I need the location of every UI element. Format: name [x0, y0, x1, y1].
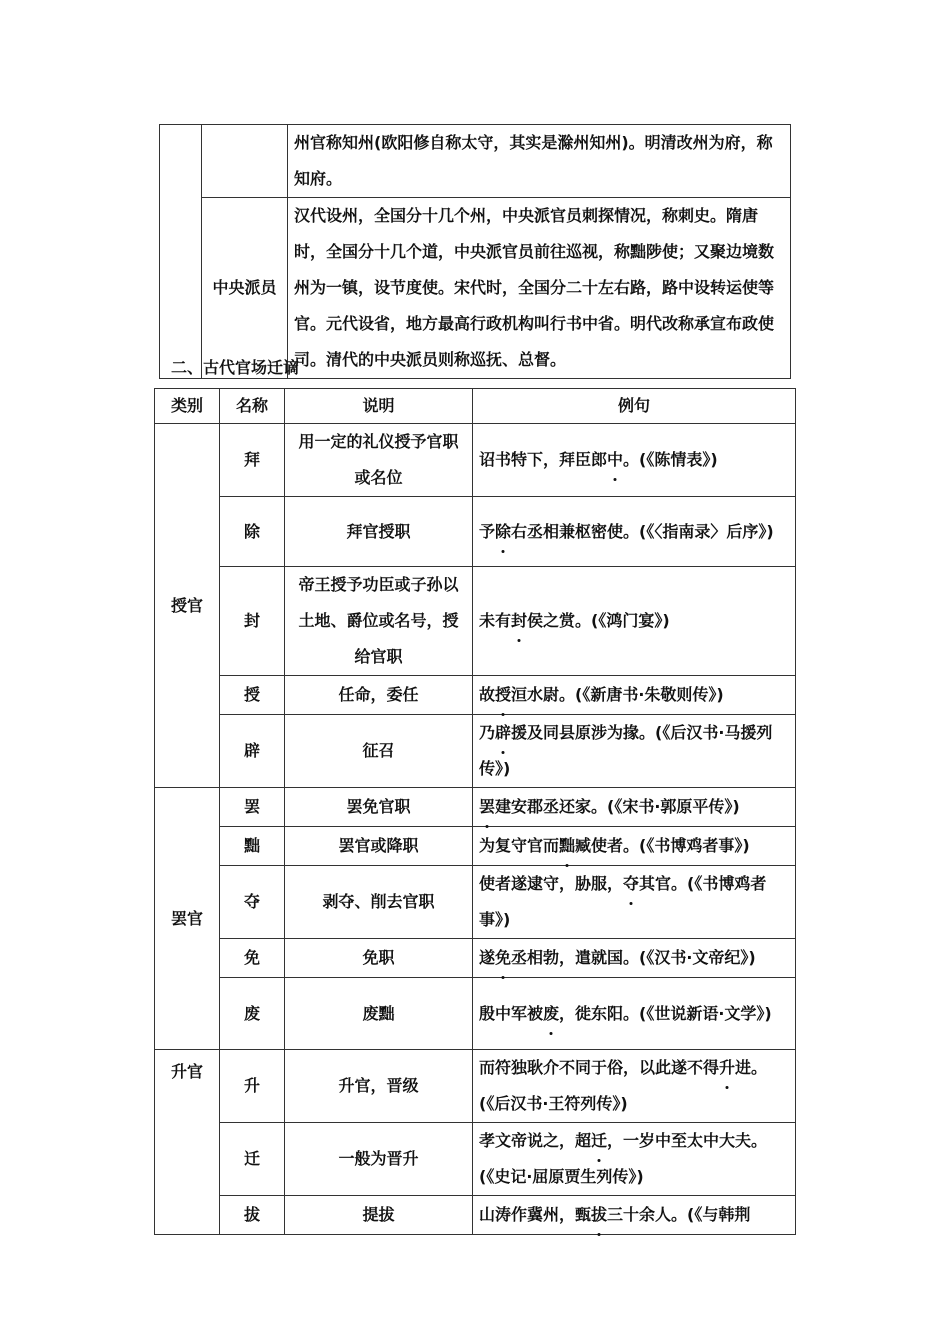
term-name: 迁 — [220, 1123, 285, 1196]
example-sentence — [473, 939, 796, 978]
example-text: 臧使者。(《书博鸡者事》) — [575, 836, 750, 855]
term-name: 辟 — [220, 715, 285, 788]
emphasis-character: 中 — [607, 442, 623, 478]
table-row — [160, 125, 791, 198]
column-header: 类别 — [155, 389, 220, 424]
term-description: 废黜 — [285, 978, 473, 1050]
emphasis-character: 免 — [495, 940, 511, 976]
column-header: 名称 — [220, 389, 285, 424]
example-text: 予 — [479, 521, 496, 541]
term-description: 拜官授职 — [285, 497, 473, 567]
example-text: 遂 — [479, 948, 496, 967]
emphasis-character: 拔 — [591, 1197, 607, 1233]
example-text: 使者遂逮守，胁服， — [479, 874, 624, 893]
table-row — [160, 198, 791, 379]
term-name: 授 — [220, 676, 285, 715]
example-sentence — [473, 788, 796, 827]
cell-text: 州官称知州(欧阳修自称太守，其实是滁州知州)。明清改州为府，称知府。 — [288, 125, 791, 198]
example-sentence — [473, 424, 796, 497]
term-description: 升官，晋级 — [285, 1050, 473, 1123]
term-description: 征召 — [285, 715, 473, 788]
top-table — [159, 124, 791, 379]
term-name: 黜 — [220, 827, 285, 866]
example-text: 殷中军被 — [479, 1003, 544, 1023]
example-text: 进。(《后汉书·王符列传》) — [479, 1058, 768, 1113]
example-text: 侯之赏。(《鸿门宴》) — [527, 611, 670, 630]
example-sentence — [473, 715, 796, 788]
category-cell: 授官 — [155, 424, 220, 788]
term-name: 免 — [220, 939, 285, 978]
term-description: 任命，委任 — [285, 676, 473, 715]
term-name: 拔 — [220, 1196, 285, 1235]
example-text: 右丞相兼枢密使。(《〈指南录〉后序》) — [511, 521, 774, 541]
table-row — [155, 715, 796, 788]
category-cell: 罢官 — [155, 788, 220, 1050]
table-row — [155, 866, 796, 939]
term-description: 一般为晋升 — [285, 1123, 473, 1196]
emphasis-character: 除 — [495, 514, 511, 550]
section-heading: 二、古代官场迁谪 — [171, 358, 300, 377]
cell-text: 汉代设州，全国分十几个州，中央派官员刺探情况，称刺史。隋唐时，全国分十几个道，中央派官员前往巡视，称黜陟使；又聚边境数州为一镇，设节度使。宋代时，全国分二十左右路，路中设转运使等官。元代设省，地方最高行政机构叫行书中省。明代改称承宣布政使司。清代的中央派员则称巡抚、总督。 — [288, 198, 791, 379]
emphasis-character: 废 — [543, 996, 559, 1032]
example-sentence — [473, 978, 796, 1050]
term-name: 升 — [220, 1050, 285, 1123]
term-name: 除 — [220, 497, 285, 567]
table-cell — [160, 125, 202, 379]
example-text: 山涛作冀州，甄 — [479, 1205, 592, 1224]
table-row — [155, 1050, 796, 1123]
example-text: 三十余人。(《与韩荆 — [607, 1205, 751, 1224]
emphasis-character: 黜 — [559, 828, 575, 864]
term-name: 拜 — [220, 424, 285, 497]
example-text: 。(《陈情表》) — [623, 450, 718, 469]
example-sentence — [473, 827, 796, 866]
term-name: 罢 — [220, 788, 285, 827]
example-sentence — [473, 1123, 796, 1196]
emphasis-character: 罢 — [479, 789, 495, 825]
term-description: 用一定的礼仪授予官职或名位 — [285, 424, 473, 497]
table-row — [155, 939, 796, 978]
emphasis-character: 升 — [719, 1050, 735, 1086]
term-description: 帝王授予功臣或子孙以土地、爵位或名号，授给官职 — [285, 567, 473, 676]
table-row — [155, 978, 796, 1050]
example-text: 未有 — [479, 611, 512, 630]
term-name: 封 — [220, 567, 285, 676]
example-text: 乃 — [479, 723, 496, 742]
example-sentence — [473, 1050, 796, 1123]
term-name: 废 — [220, 978, 285, 1050]
example-text: 援及同县原涉为掾。(《后汉书·马援列传》) — [479, 723, 773, 778]
example-sentence — [473, 676, 796, 715]
example-text: ，一岁中至太中大夫。(《史记·屈原贾生列传》) — [479, 1131, 768, 1186]
table-row — [155, 497, 796, 567]
example-sentence — [473, 1196, 796, 1235]
example-text: 其官。(《书博鸡者事》) — [479, 874, 767, 929]
example-text: 诏书特下，拜臣郎 — [479, 450, 608, 469]
table-row — [155, 827, 796, 866]
example-sentence — [473, 497, 796, 567]
column-header: 例句 — [473, 389, 796, 424]
example-text: 而符独耿介不同于俗，以此遂不得 — [479, 1058, 720, 1077]
table-row — [155, 1123, 796, 1196]
term-description: 免职 — [285, 939, 473, 978]
emphasis-character: 辟 — [495, 715, 511, 751]
row-label: 中央派员 — [202, 198, 288, 379]
main-table — [154, 388, 796, 1235]
emphasis-character: 迁 — [591, 1123, 607, 1159]
example-text: 故 — [479, 685, 496, 704]
table-row — [155, 424, 796, 497]
example-text: 建安郡丞还家。(《宋书·郭原平传》) — [495, 797, 740, 816]
category-cell: 升官 — [155, 1050, 220, 1235]
example-sentence — [473, 567, 796, 676]
term-name: 夺 — [220, 866, 285, 939]
emphasis-character: 夺 — [623, 866, 639, 902]
header-row — [155, 389, 796, 424]
example-text: 洹水尉。(《新唐书·朱敬则传》) — [511, 685, 724, 704]
emphasis-character: 封 — [511, 603, 527, 639]
table-row — [155, 567, 796, 676]
example-text: 丞相勃，遣就国。(《汉书·文帝纪》) — [511, 948, 756, 967]
table-row — [155, 1196, 796, 1235]
column-header: 说明 — [285, 389, 473, 424]
table-row — [155, 676, 796, 715]
term-description: 罢官或降职 — [285, 827, 473, 866]
example-text: ，徙东阳。(《世说新语·文学》) — [559, 1003, 772, 1023]
example-text: 为复守官而 — [479, 836, 560, 855]
example-sentence — [473, 866, 796, 939]
term-description: 罢免官职 — [285, 788, 473, 827]
term-description: 剥夺、削去官职 — [285, 866, 473, 939]
emphasis-character: 授 — [495, 677, 511, 713]
table-row — [155, 788, 796, 827]
table-cell — [202, 125, 288, 198]
example-text: 孝文帝说之，超 — [479, 1131, 592, 1150]
term-description: 提拔 — [285, 1196, 473, 1235]
